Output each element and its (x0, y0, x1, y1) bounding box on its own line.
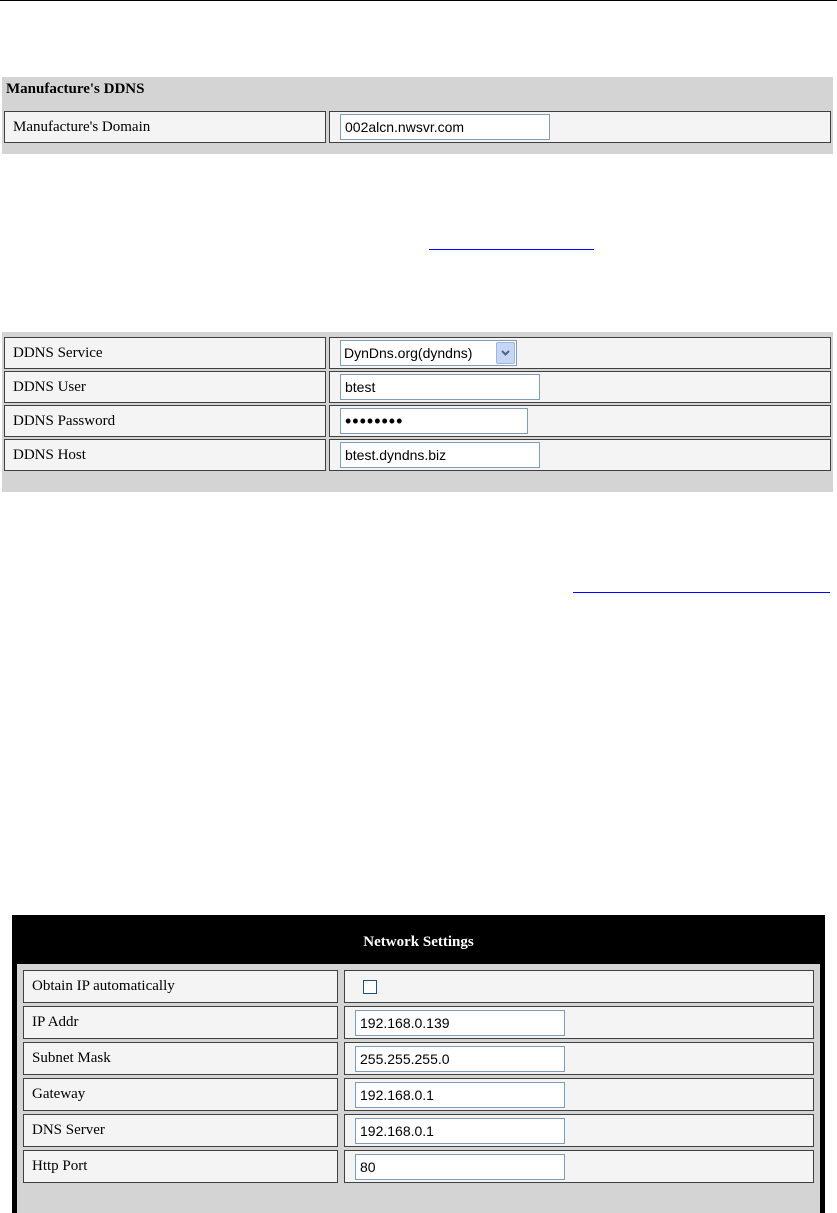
network-row (23, 1150, 814, 1183)
gateway-cell (344, 1078, 814, 1111)
ddns-password-label: DDNS Password (4, 405, 326, 437)
ip-addr-label: IP Addr (23, 1006, 338, 1039)
network-row (23, 1114, 814, 1147)
dns-server-input[interactable] (355, 1118, 565, 1144)
manufacturer-ddns-title: Manufacture's DDNS (6, 81, 145, 97)
subnet-mask-label: Subnet Mask (23, 1042, 338, 1075)
manufacturer-ddns-panel (2, 77, 833, 154)
ddns-service-select[interactable] (340, 340, 517, 366)
obtain-ip-checkbox[interactable] (363, 980, 377, 994)
ddns-password-cell (329, 405, 831, 437)
ddns-user-label: DDNS User (4, 371, 326, 403)
ddns-service-value: DynDns.org(dyndns) (344, 345, 473, 361)
ddns-settings-panel (2, 332, 833, 492)
gateway-label: Gateway (23, 1078, 338, 1111)
http-port-label: Http Port (23, 1150, 338, 1183)
dns-server-label: DNS Server (23, 1114, 338, 1147)
subnet-mask-cell (344, 1042, 814, 1075)
http-port-input[interactable] (355, 1154, 565, 1180)
network-row (23, 970, 814, 1003)
ddns-user-input[interactable] (340, 374, 540, 400)
network-row (23, 1078, 814, 1111)
ip-addr-cell (344, 1006, 814, 1039)
network-settings-body (17, 920, 820, 1213)
network-row (23, 1006, 814, 1039)
ddns-service-cell (329, 337, 831, 369)
manufacturer-domain-label: Manufacture's Domain (4, 111, 326, 143)
network-settings-title: Network Settings (12, 920, 825, 964)
ddns-host-cell (329, 439, 831, 471)
hyperlink-underline[interactable] (573, 592, 830, 593)
http-port-cell (344, 1150, 814, 1183)
ip-addr-input[interactable] (355, 1010, 565, 1036)
gateway-input[interactable] (355, 1082, 565, 1108)
obtain-ip-label: Obtain IP automatically (23, 970, 338, 1003)
ddns-user-cell (329, 371, 831, 403)
page-top-rule (0, 0, 837, 1)
ddns-host-input[interactable] (340, 442, 540, 468)
chevron-down-icon[interactable] (496, 342, 515, 364)
subnet-mask-input[interactable] (355, 1046, 565, 1072)
manufacturer-domain-input[interactable] (340, 114, 550, 140)
hyperlink-underline[interactable] (429, 249, 594, 250)
network-row (23, 1042, 814, 1075)
ddns-password-input[interactable] (340, 408, 528, 434)
dns-server-cell (344, 1114, 814, 1147)
ddns-service-label: DDNS Service (4, 337, 326, 369)
ddns-host-label: DDNS Host (4, 439, 326, 471)
manufacturer-domain-cell (329, 111, 831, 143)
network-settings-panel (12, 915, 825, 1213)
obtain-ip-cell (344, 970, 814, 1003)
